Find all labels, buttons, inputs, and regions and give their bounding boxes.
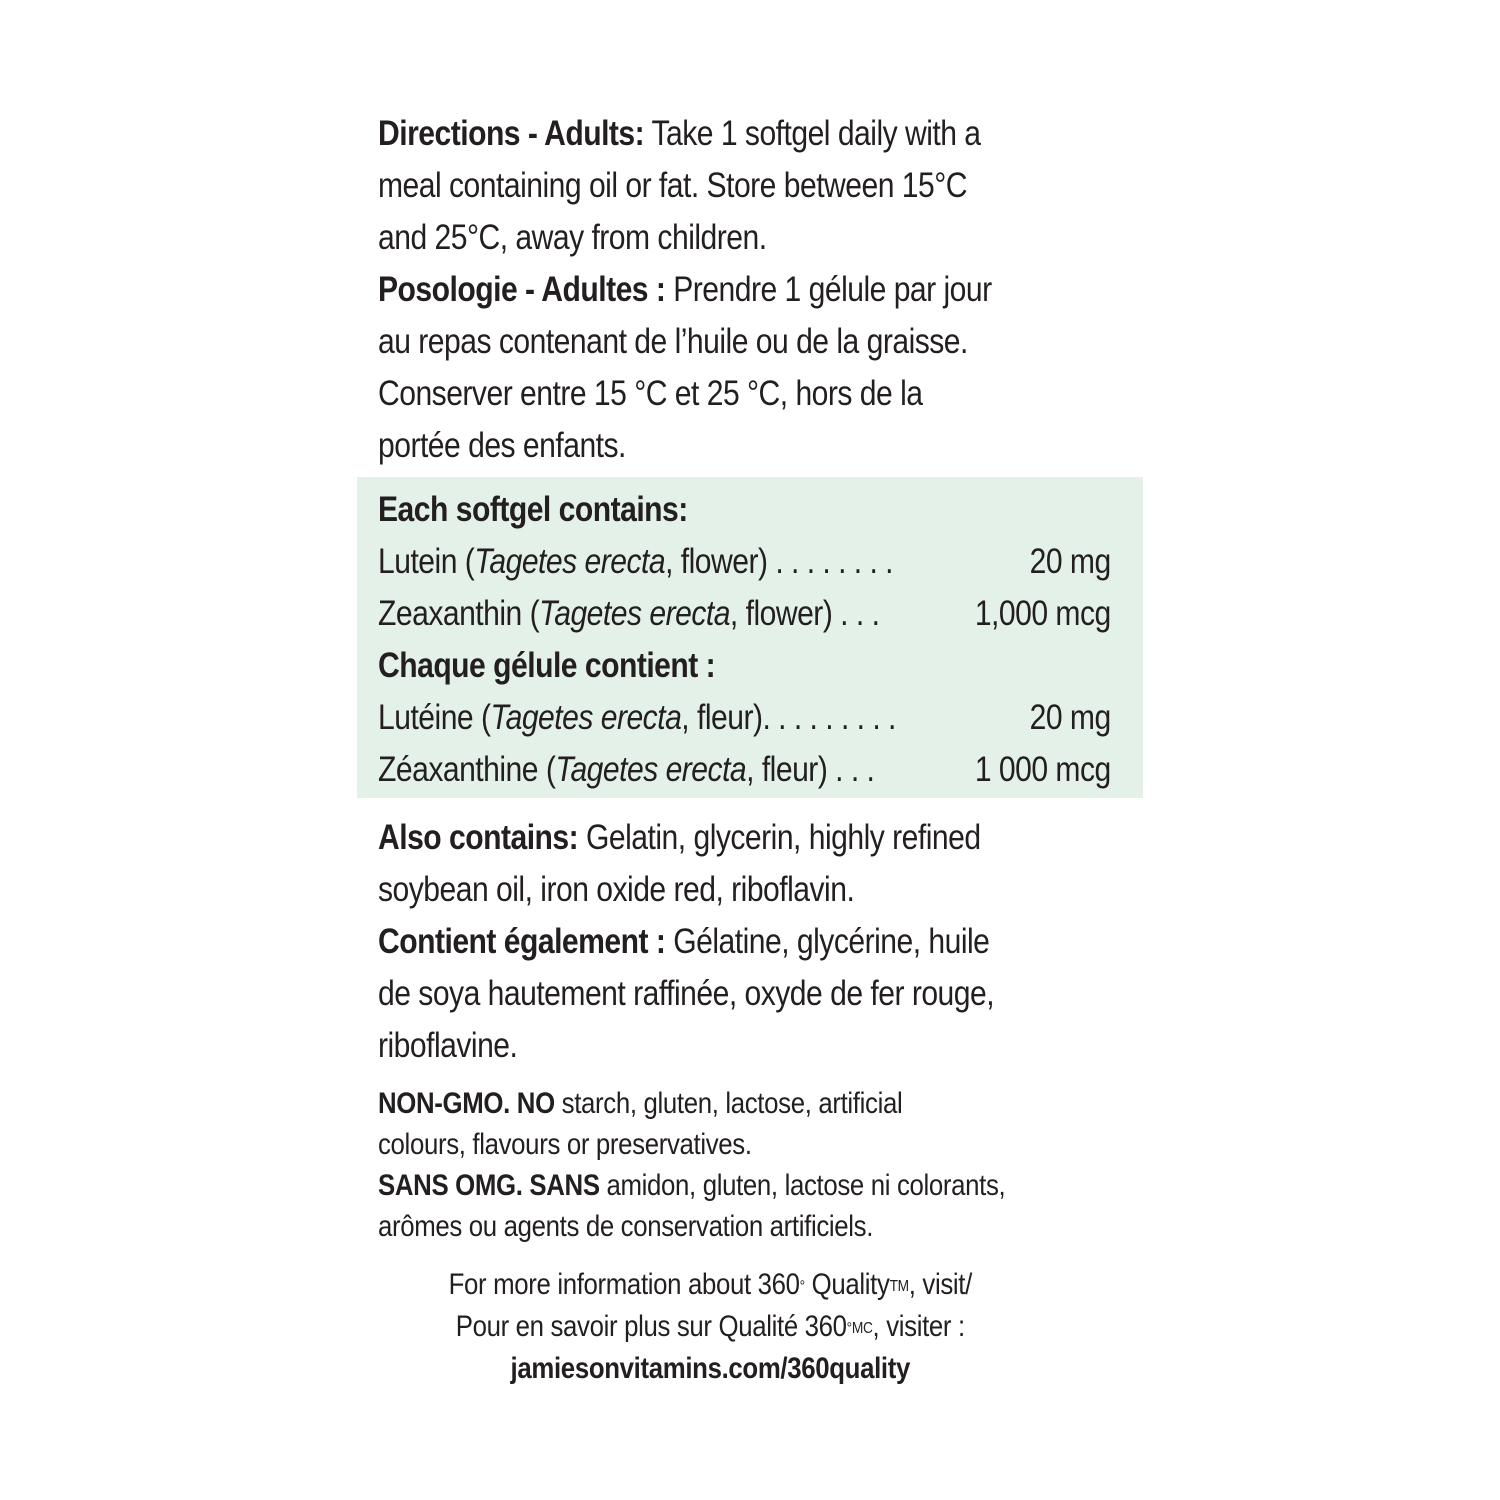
also-contains-en-label: Also contains: [378,818,579,857]
trademark-mark: °MC [846,1320,873,1337]
directions-en-text: Take 1 softgel daily with a [644,114,981,153]
claims-fr-label: SANS OMG. SANS [378,1169,600,1202]
also-contains-fr-text: Gélatine, glycérine, huile [665,922,990,961]
ingredient-name: Zeaxanthin ( [378,594,540,633]
also-contains-fr-label: Contient également : [378,922,666,961]
claims-section [378,1083,1135,1247]
also-contains-fr-line: riboflavine. [378,1026,518,1065]
ingredients-en-heading: Each softgel contains: [378,490,688,529]
directions-fr-text: Prendre 1 gélule par jour [665,270,992,309]
claims-en-text: starch, gluten, lactose, artificial [554,1087,903,1120]
directions-fr-line: portée des enfants. [378,426,626,465]
claims-fr-text: amidon, gluten, lactose ni colorants, [599,1169,1006,1202]
ingredient-latin: Tagetes erecta [490,698,682,737]
ingredient-part: , fleur) [746,750,828,789]
ingredient-row [378,588,1111,640]
footer-line-en: For more information about 360° Quality™, visit/ [448,1268,972,1301]
ingredient-amount: 1,000 mcg [974,594,1111,633]
directions-en-label: Directions - Adults: [378,114,645,153]
ingredient-latin: Tagetes erecta [539,594,730,633]
ingredients-fr-heading: Chaque gélule contient : [378,646,716,685]
directions-fr-line: Conserver entre 15 °C et 25 °C, hors de la [378,374,923,413]
footer-info [0,1264,1420,1390]
leader-dots: . . . . . . . . . [762,698,896,737]
ingredient-row [378,744,1111,796]
ingredient-amount: 20 mg [1029,542,1111,581]
also-contains-section [378,812,1135,1072]
claims-en-line: colours, flavours or preservatives. [378,1128,752,1161]
ingredient-latin: Tagetes erecta [474,542,666,581]
directions-en-line: and 25°C, away from children. [378,218,767,257]
directions-en-line: meal containing oil or fat. Store between 15°C [378,166,967,205]
also-contains-en-text: Gelatin, glycerin, highly refined [578,818,981,857]
ingredient-name: Lutein ( [378,542,475,581]
directions-fr-label: Posologie - Adultes : [378,270,666,309]
ingredient-part: , flower) [665,542,768,581]
ingredient-row [378,536,1111,588]
leader-dots: . . . . . . . . [767,542,894,581]
footer-url[interactable]: jamiesonvitamins.com/360quality [510,1352,910,1385]
footer-line-fr: Pour en savoir plus sur Qualité $360^{^\circ MC}$, visiter : [455,1310,965,1343]
claims-fr-line: arômes ou agents de conservation artificiels. [378,1210,874,1243]
claims-en-label: NON-GMO. NO [378,1087,555,1120]
ingredient-amount: 1 000 mcg [974,750,1111,789]
leader-dots: . . . [832,594,880,633]
ingredient-row [378,692,1111,744]
ingredient-name: Lutéine ( [378,698,491,737]
ingredient-amount: 20 mg [1029,698,1111,737]
leader-dots: . . . [827,750,875,789]
ingredient-latin: Tagetes erecta [555,750,747,789]
trademark-mark: TM [889,1278,909,1295]
ingredient-part: , fleur) [681,698,763,737]
directions-section [378,108,1135,472]
ingredients-panel [357,477,1143,798]
also-contains-fr-line: de soya hautement raffinée, oxyde de fer rouge, [378,974,995,1013]
ingredient-name: Zéaxanthine ( [378,750,556,789]
directions-fr-line: au repas contenant de l’huile ou de la graisse. [378,322,968,361]
ingredient-part: , flower) [729,594,833,633]
also-contains-en-line: soybean oil, iron oxide red, riboflavin. [378,870,855,909]
